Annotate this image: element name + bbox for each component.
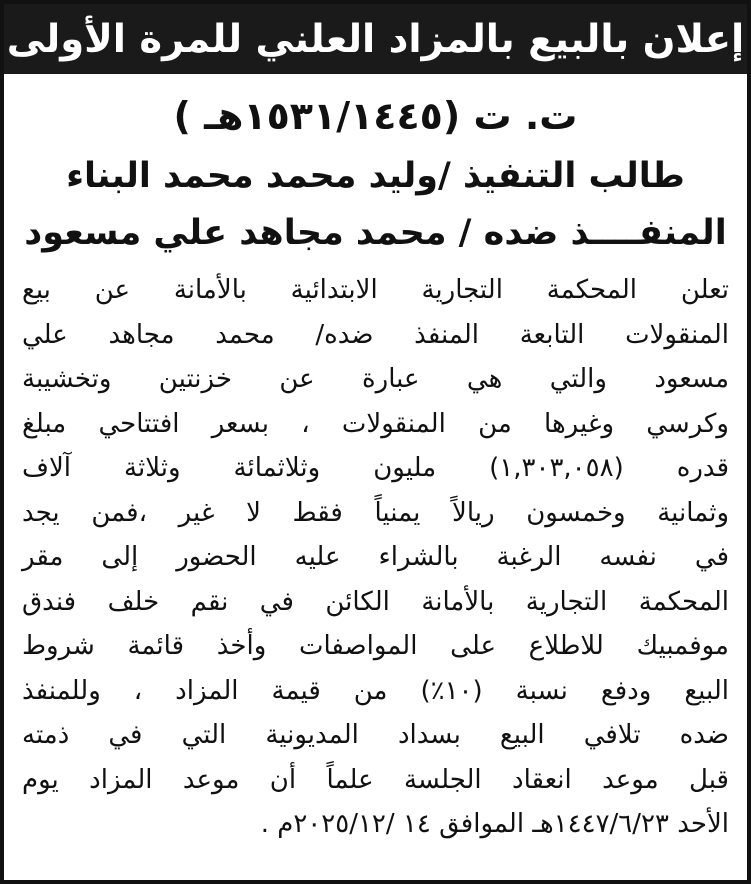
notice-body	[22, 268, 729, 847]
body-line-7: في نفسه الرغبة بالشراء عليه الحضور إلى مقر	[22, 542, 729, 572]
body-line-13: الأحد ١٤٤٧/٦/٢٣هـ الموافق ١٤ /٢٠٢٥/١٢م .	[260, 809, 729, 839]
body-line-3: مسعود والتي هي عبارة عن خزنتين وتخشيبة	[22, 364, 729, 394]
body-line-2: المنقولات التابعة المنفذ ضده/ محمد مجاهد علي	[22, 319, 729, 350]
body-line-10: البيع ودفع نسبة (١٠٪) من قيمة المزاد ، وللمنفذ	[22, 675, 729, 706]
body-line-8: المحكمة التجارية بالأمانة الكائن في نقم خلف فندق	[22, 586, 729, 617]
body-line-9: موفمبيك للاطلاع على المواصفات وأخذ قائمة شروط	[22, 631, 729, 661]
body-line-12: قبل موعد انعقاد الجلسة علماً أن موعد المزاد يوم	[22, 764, 729, 795]
body-line-5: قدره (١,٣٠٣,٠٥٨) مليون وثلاثمائة وثلاثة آلاف	[22, 453, 729, 483]
case-number: ت. ت (١٥٣١/١٤٤٥هـ )	[173, 94, 578, 138]
body-line-1: تعلن المحكمة التجارية الابتدائية بالأمانة عن بيع	[22, 275, 729, 305]
applicant-line: طالب التنفيذ /وليد محمد محمد البناء	[66, 156, 685, 196]
defendant-line: المنفــــذ ضده / محمد مجاهد علي مسعود	[24, 213, 727, 253]
body-line-11: ضده تلافي البيع بسداد المديونية التي في ذمته	[22, 720, 729, 750]
notice-title: إعلان بالبيع بالمزاد العلني للمرة الأولى	[4, 4, 747, 74]
body-line-4: وكرسي وغيرها من المنقولات ، بسعر افتتاحي مبلغ	[22, 408, 729, 439]
body-line-6: وثمانية وخمسون ريالاً يمنياً فقط لا غير ،فمن يجد	[22, 497, 729, 528]
